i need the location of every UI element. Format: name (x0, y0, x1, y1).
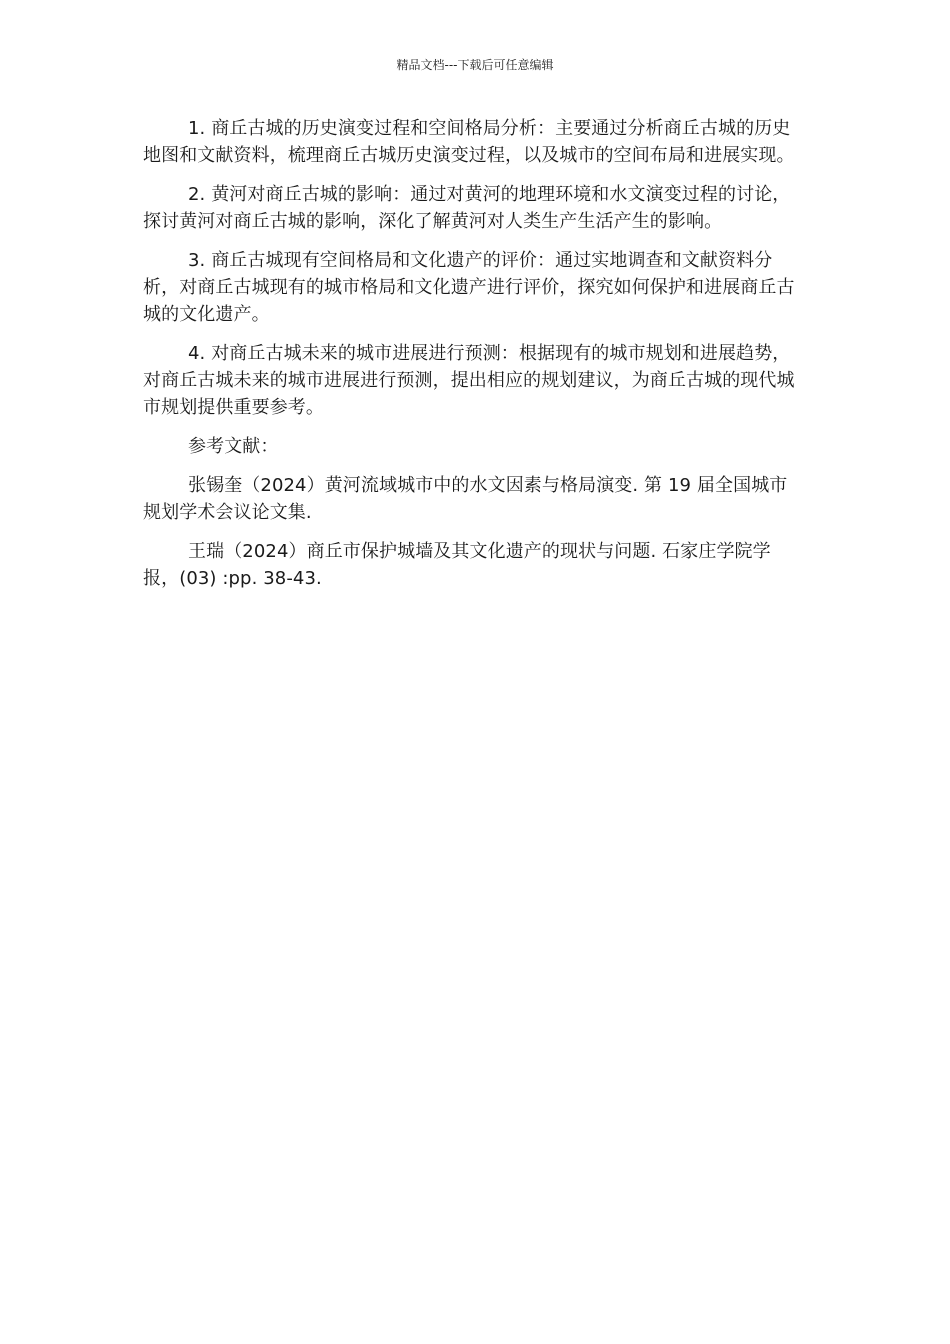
paragraph-future-prediction: 4. 对商丘古城未来的城市进展进行预测：根据现有的城市规划和进展趋势，对商丘古城未来的城市进展进行预测，提出相应的规划建议，为商丘古城的现代城市规划提供重要参考。 (143, 343, 795, 418)
reference-item-2: 王瑞（2024）商丘市保护城墙及其文化遗产的现状与问题. 石家庄学院学报，(03) :pp. 38-43. (143, 541, 771, 589)
page-header: 精品文档---下载后可任意编辑 (396, 58, 554, 72)
paragraph-yellow-river-impact: 2. 黄河对商丘古城的影响：通过对黄河的地理环境和水文演变过程的讨论，探讨黄河对商丘古城的影响，深化了解黄河对人类生产生活产生的影响。 (143, 184, 791, 232)
references-heading: 参考文献： (188, 436, 279, 457)
paragraph-heritage-evaluation: 3. 商丘古城现有空间格局和文化遗产的评价：通过实地调查和文献资料分析，对商丘古城现有的城市格局和文化遗产进行评价，探究如何保护和进展商丘古城的文化遗产。 (143, 250, 795, 325)
document-body (143, 115, 803, 604)
paragraph-history-analysis: 1. 商丘古城的历史演变过程和空间格局分析：主要通过分析商丘古城的历史地图和文献资料，梳理商丘古城历史演变过程，以及城市的空间布局和进展实现。 (143, 118, 795, 166)
reference-item-1: 张锡奎（2024）黄河流域城市中的水文因素与格局演变. 第 19 届全国城市规划学术会议论文集. (143, 475, 788, 523)
